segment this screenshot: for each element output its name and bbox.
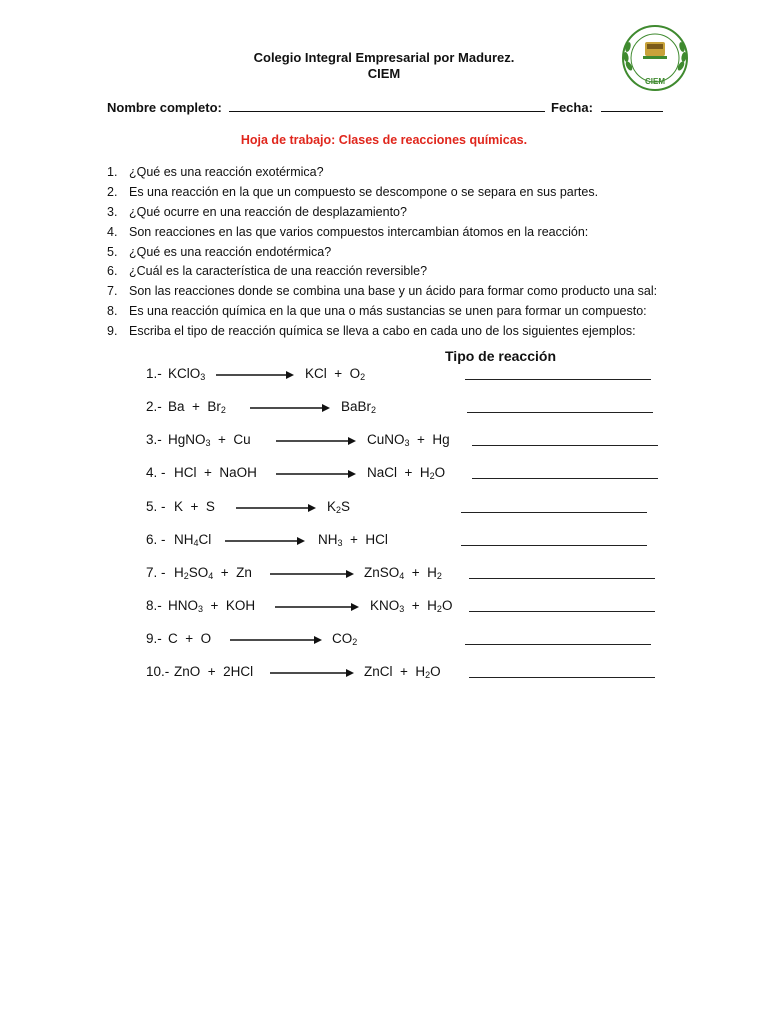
question-number: 7. [107,284,118,299]
reaction-label: 10.- [146,664,170,679]
reaction-label: 2.- [146,399,162,414]
question-text: Son las reacciones donde se combina una base y un ácido para formar como producto una sal: [129,284,658,299]
reaction-reactants: $HNO_3$ + KOH [168,598,256,614]
reaction-row [0,530,768,552]
answer-blank-line[interactable] [469,611,655,612]
question-item [107,225,727,245]
reaction-reactants: KClO$_3$ [168,366,206,382]
reaction-reactants: K + S [174,499,215,514]
answer-blank-line[interactable] [461,545,647,546]
reaction-arrow-icon [270,569,354,579]
reaction-arrow-icon [216,370,294,380]
question-item [107,284,727,304]
school-name: Colegio Integral Empresarial por Madurez. [253,50,515,65]
question-number: 8. [107,304,118,319]
reaction-row [0,596,768,618]
question-text: Escriba el tipo de reacción química se lleva a cabo en cada uno de los siguientes ejemplos: [129,324,636,339]
reaction-label: 5. - [146,499,166,514]
reaction-arrow-icon [270,668,354,678]
reaction-products: ZnSO$_4$ + $H_2$ [364,565,442,581]
reaction-row [0,662,768,684]
reaction-products: $NH_3$ + HCl [318,532,388,548]
question-item [107,205,727,225]
reaction-row [0,397,768,419]
question-text: ¿Qué ocurre en una reacción de desplazamiento? [129,204,407,219]
question-text: ¿Qué es una reacción exotérmica? [129,165,324,179]
question-item [107,304,727,324]
answer-blank-line[interactable] [465,644,651,645]
reaction-reactants: C + O [168,631,212,646]
reaction-row [0,364,768,386]
question-number: 2. [107,184,118,199]
reaction-reactants: ZnO + 2HCl [174,664,254,679]
answer-blank-line[interactable] [472,445,658,446]
reaction-arrow-icon [230,635,322,645]
date-field[interactable] [551,99,663,115]
reaction-table [0,346,768,706]
reaction-row [0,430,768,452]
reaction-products: CuNO$_3$ + Hg [367,432,450,448]
reaction-products: KCl + $O_2$ [305,366,366,382]
reaction-type-header: Tipo de reacción [445,348,556,364]
name-blank-line[interactable] [229,99,545,112]
name-field[interactable] [107,99,545,115]
reaction-reactants: $Ba + Br_2$ [168,399,226,415]
question-text: Es una reacción en la que un compuesto se descompone o se separa en sus partes. [129,184,599,199]
reaction-row [0,629,768,651]
question-text: Son reacciones en las que varios compuestos intercambian átomos en la reacción: [129,224,589,239]
reaction-products: $KNO_3 + H_2O$ [370,598,453,614]
question-number: 9. [107,324,118,339]
reaction-products: NaCl + $H_2O$ [367,465,446,481]
question-number: 3. [107,204,118,219]
question-text: Es una reacción química en la que una o más sustancias se unen para formar un compuesto: [129,304,647,319]
date-blank-line[interactable] [601,99,663,112]
question-text: ¿Qué es una reacción endotérmica? [129,244,332,259]
question-number: 6. [107,264,118,279]
reaction-label: 7. - [146,565,166,580]
answer-blank-line[interactable] [467,412,653,413]
reaction-reactants: $H_2SO_4 + Zn$ [174,565,252,581]
answer-blank-line[interactable] [461,512,647,513]
question-number: 4. [107,224,118,239]
question-item [107,165,727,185]
reaction-row [0,497,768,519]
answer-blank-line[interactable] [472,478,658,479]
reaction-reactants: HCl + NaOH [174,465,257,480]
question-number: 5. [107,244,118,259]
reaction-reactants: $NH_4Cl$ [174,532,212,548]
reaction-products: BaBr$_2$ [341,399,377,415]
name-label: Nombre completo: [107,100,222,115]
question-item [107,324,727,344]
reaction-label: 6. - [146,532,166,547]
reaction-label: 8.- [146,598,162,613]
reaction-row [0,563,768,585]
reaction-label: 4. - [146,465,166,480]
reaction-products: ZnCl + $H_2O$ [364,664,441,680]
question-item [107,185,727,205]
date-label: Fecha: [551,100,593,115]
reaction-products: $K_2S$ [327,499,351,515]
reaction-arrow-icon [225,536,305,546]
question-item [107,264,727,284]
reaction-products: $CO_2$ [332,631,358,647]
reaction-row [0,463,768,485]
reaction-arrow-icon [250,403,330,413]
question-list [107,165,727,344]
reaction-reactants: HgNO$_3$ + Cu [168,432,251,448]
reaction-arrow-icon [276,436,356,446]
reaction-label: 9.- [146,631,162,646]
reaction-label: 3.- [146,432,162,447]
answer-blank-line[interactable] [465,379,651,380]
reaction-label: 1.- [146,366,162,381]
school-logo-icon [617,22,693,98]
logo-text: CIEM [645,77,665,86]
reaction-arrow-icon [236,503,316,513]
question-item [107,245,727,265]
answer-blank-line[interactable] [469,677,655,678]
question-number: 1. [107,165,118,179]
worksheet-title: Hoja de trabajo: Clases de reacciones químicas. [240,133,528,147]
reaction-arrow-icon [276,469,356,479]
answer-blank-line[interactable] [469,578,655,579]
school-abbreviation: CIEM [367,66,401,81]
reaction-arrow-icon [275,602,359,612]
question-text: ¿Cuál es la característica de una reacción reversible? [129,264,428,279]
